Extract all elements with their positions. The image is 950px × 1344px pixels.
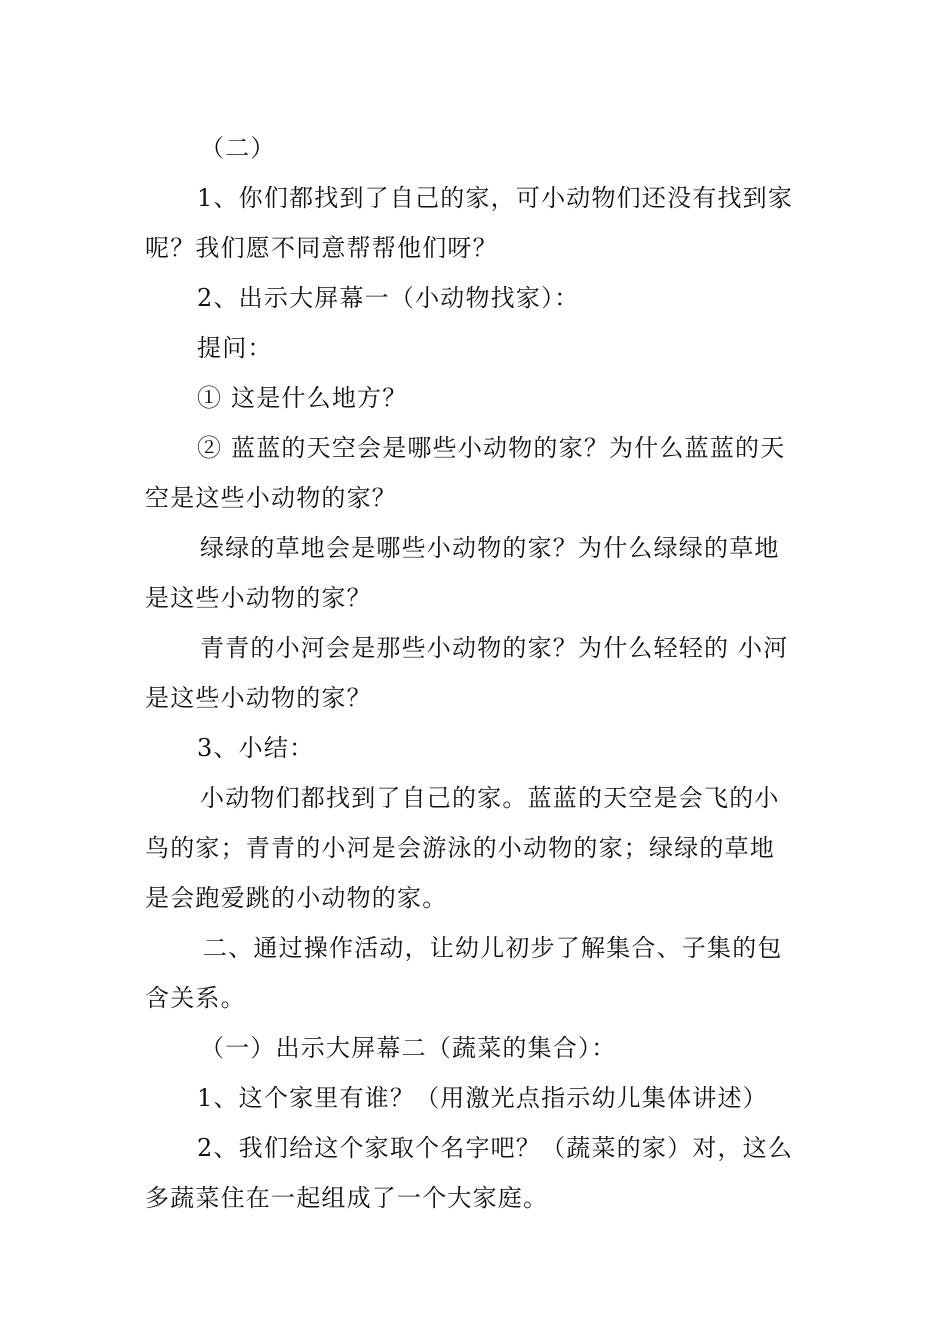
text-line: 3、小结： — [197, 734, 315, 762]
section-heading: （二） — [200, 134, 276, 162]
text-line: 2、我们给这个家取个名字吧？（蔬菜的家）对，这么 — [197, 1134, 794, 1162]
text-line: 绿绿的草地会是哪些小动物的家？为什么绿绿的草地 — [200, 534, 780, 562]
text-line: 二、通过操作活动，让幼儿初步了解集合、子集的包 — [203, 934, 783, 962]
text-line: 是这些小动物的家？ — [145, 684, 372, 712]
text-line: 是这些小动物的家？ — [145, 584, 372, 612]
text-line: 是会跑爱跳的小动物的家。 — [145, 884, 448, 912]
text-line: ② 蓝蓝的天空会是哪些小动物的家？为什么蓝蓝的天 — [197, 434, 786, 462]
text-line: ① 这是什么地方？ — [197, 384, 408, 412]
text-line: 1、这个家里有谁？（用激光点指示幼儿集体讲述） — [197, 1084, 768, 1112]
text-line: 小动物们都找到了自己的家。蓝蓝的天空是会飞的小 — [200, 784, 780, 812]
text-line: 呢？我们愿不同意帮帮他们呀？ — [145, 234, 498, 262]
text-line: 鸟的家；青青的小河是会游泳的小动物的家；绿绿的草地 — [145, 834, 775, 862]
text-line: 含关系。 — [145, 984, 246, 1012]
text-line: 空是这些小动物的家？ — [145, 484, 397, 512]
text-line: 青青的小河会是那些小动物的家？为什么轻轻的 小河 — [200, 634, 789, 662]
text-line: 2、出示大屏幕一（小动物找家）： — [197, 284, 580, 312]
text-line: （一）出示大屏幕二（蔬菜的集合）： — [200, 1034, 617, 1062]
text-line: 提问： — [197, 334, 273, 362]
text-line: 多蔬菜住在一起组成了一个大家庭。 — [145, 1184, 549, 1212]
text-line: 1、你们都找到了自己的家，可小动物们还没有找到家 — [197, 184, 794, 212]
